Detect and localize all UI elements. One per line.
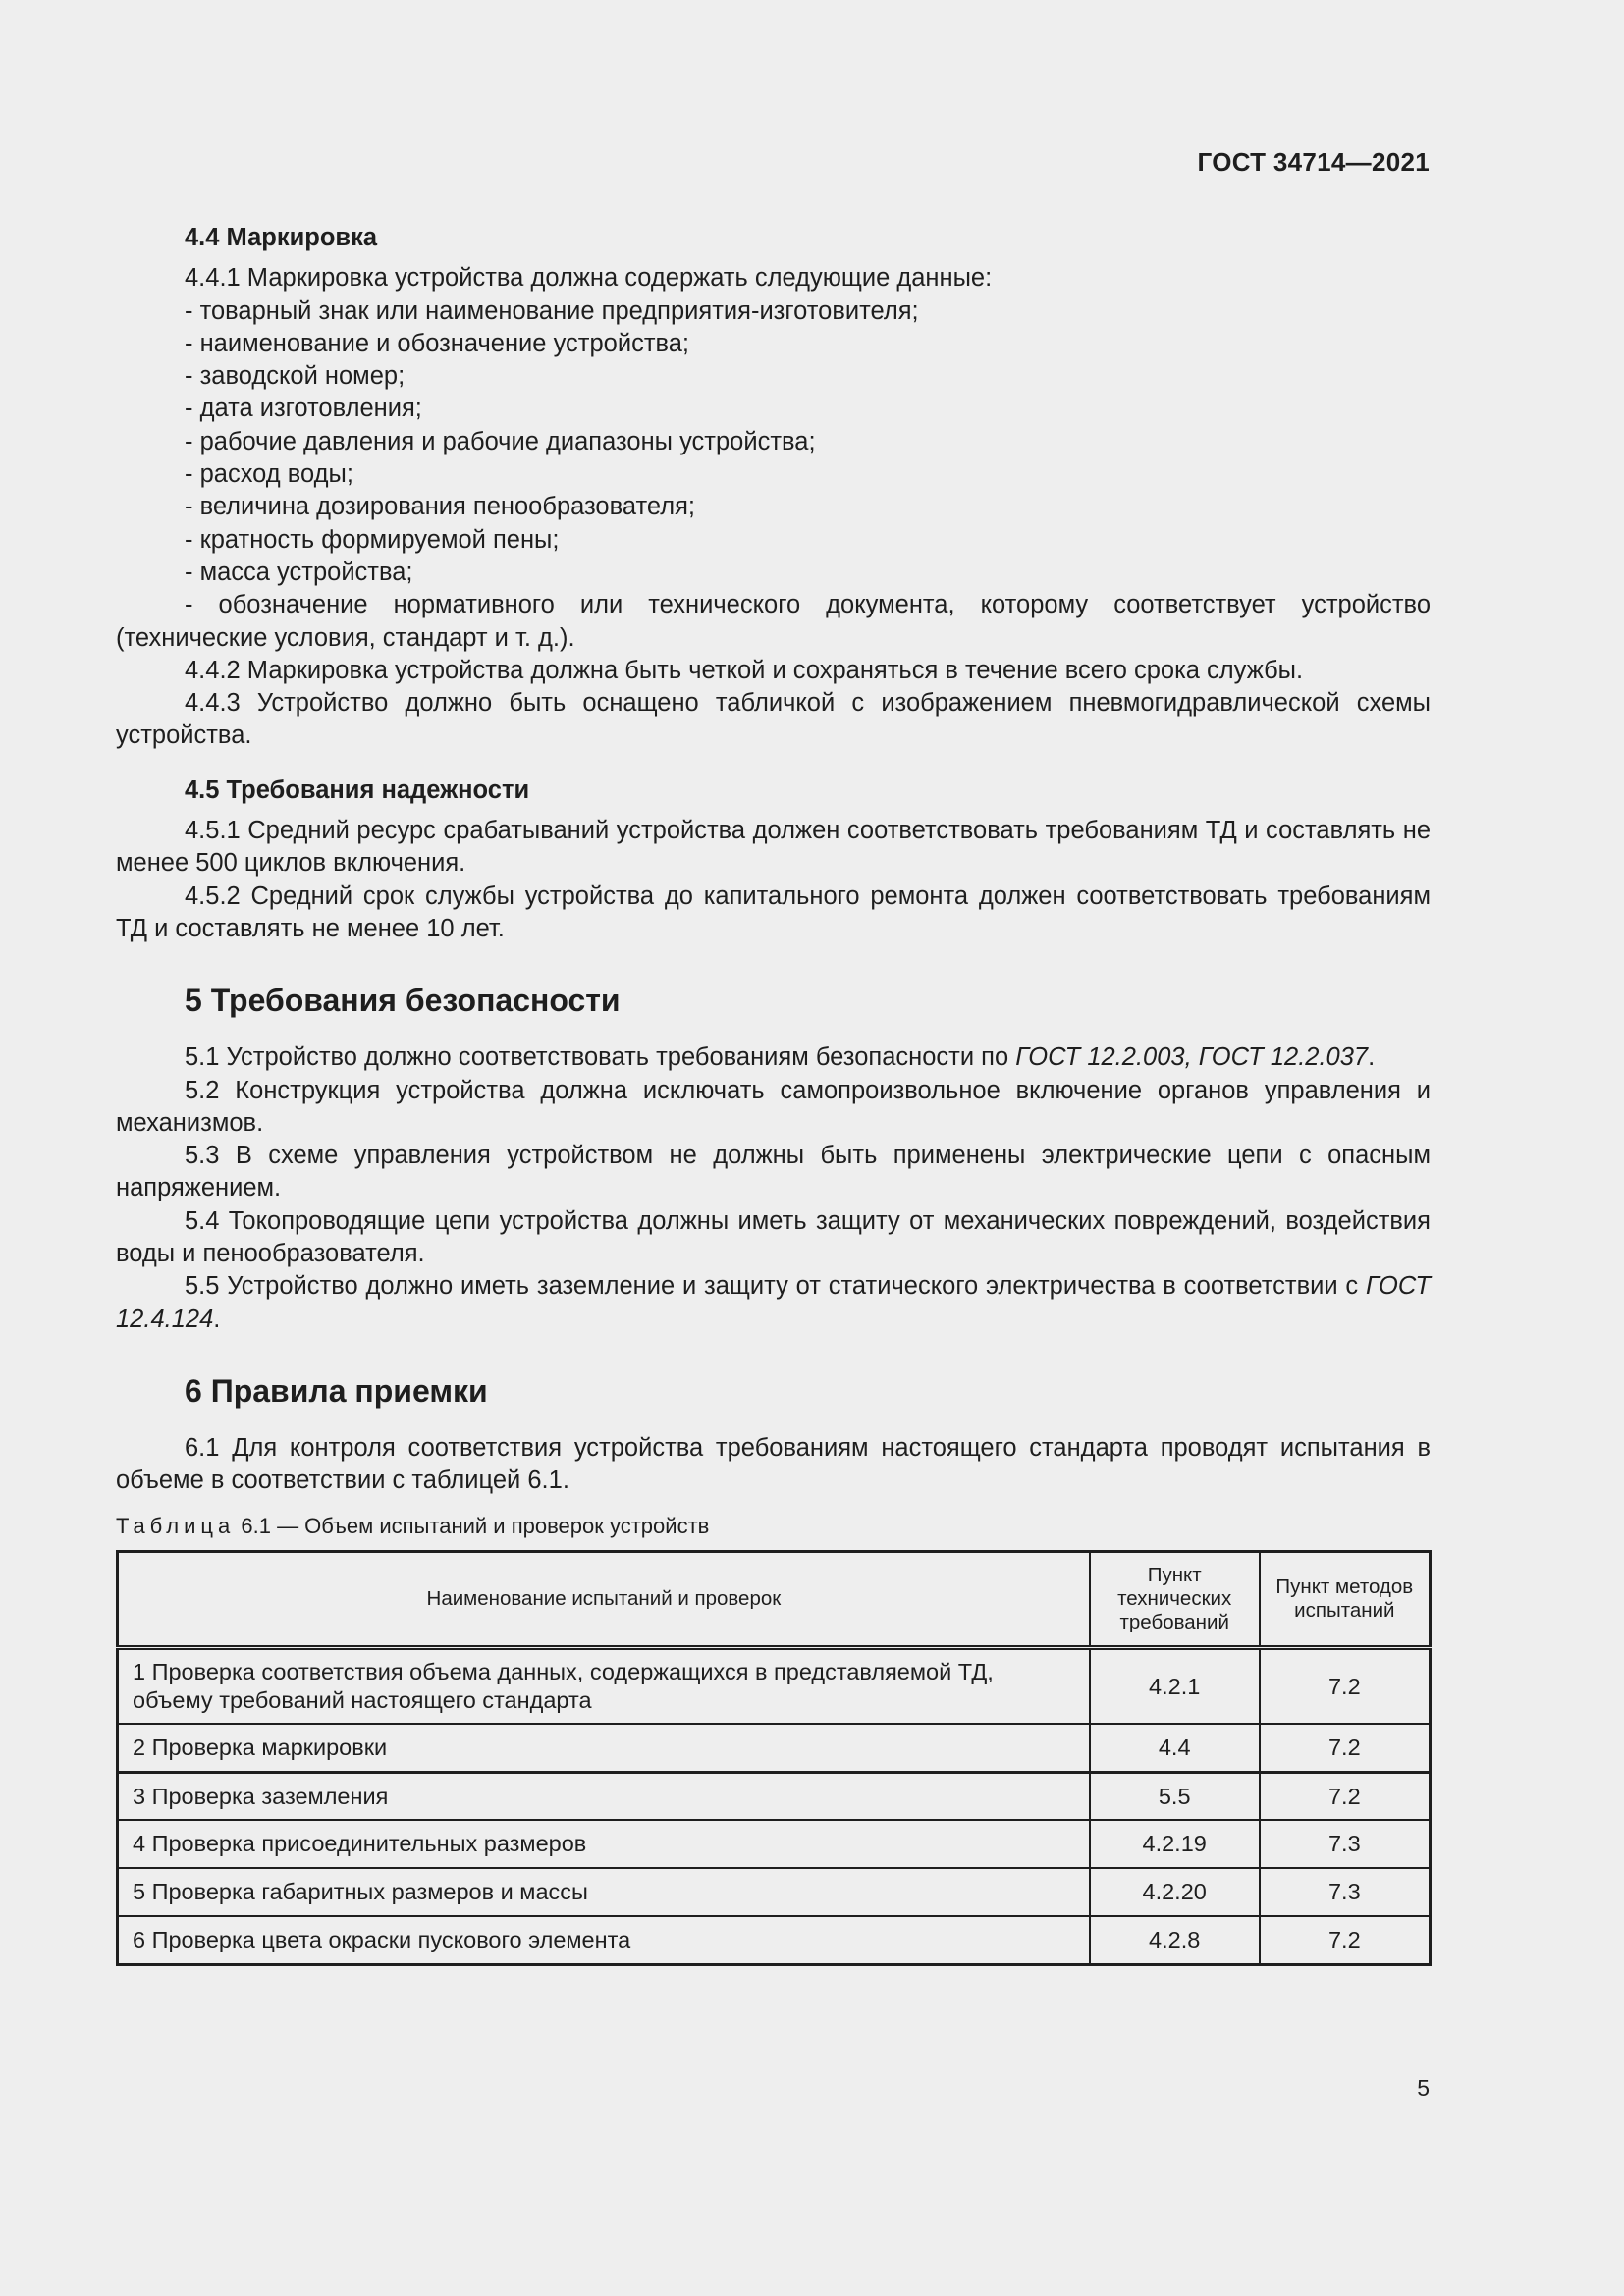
- page-number: 5: [1417, 2075, 1430, 2101]
- list-item: - дата изготовления;: [185, 395, 422, 423]
- table-cell: 5 Проверка габаритных размеров и массы: [118, 1868, 1090, 1916]
- column-header-methods: Пункт методов испытаний: [1260, 1551, 1431, 1647]
- page-content: [116, 222, 1431, 1966]
- table-cell: 7.2: [1260, 1772, 1431, 1820]
- column-header-name: Наименование испытаний и проверок: [118, 1551, 1090, 1647]
- table-cell: 4.2.19: [1090, 1820, 1260, 1868]
- tests-table: [116, 1550, 1432, 1966]
- table-caption: [116, 1510, 1431, 1542]
- table-row: [118, 1724, 1431, 1772]
- paragraph-5-3: 5.3 В схеме управления устройством не должны быть применены электрические цепи с опасным напряжением.: [116, 1142, 1431, 1202]
- section-4-5-title: 4.5 Требования надежности: [185, 775, 530, 804]
- table-cell: 4.2.20: [1090, 1868, 1260, 1916]
- paragraph-6-1: 6.1 Для контроля соответствия устройства требованиям настоящего стандарта проводят испытания в объеме в соответствии с таблицей 6.1.: [116, 1433, 1431, 1495]
- list-item: - масса устройства;: [185, 558, 413, 586]
- list-item: - заводской номер;: [185, 362, 406, 391]
- list-item: - обозначение нормативного или технического документа, которому соответствует устройство (технические условия, стандарт и т. д.).: [116, 591, 1431, 652]
- column-header-requirements: Пункт технических требований: [1090, 1551, 1260, 1647]
- paragraph-4-5-2: 4.5.2 Средний срок службы устройства до капитального ремонта должен соответствовать требованиям ТД и составлять не менее 10 лет.: [116, 881, 1431, 942]
- table-row: [118, 1916, 1431, 1964]
- table-cell: 7.3: [1260, 1820, 1431, 1868]
- section-6-title: 6 Правила приемки: [185, 1372, 488, 1409]
- standard-reference: ГОСТ 12.2.003, ГОСТ 12.2.037: [1015, 1043, 1369, 1072]
- table-cell: 4.4: [1090, 1724, 1260, 1772]
- list-item: - товарный знак или наименование предприятия-изготовителя;: [185, 296, 919, 325]
- section-4-4-title: 4.4 Маркировка: [185, 224, 378, 251]
- section-5-title: 5 Требования безопасности: [185, 983, 621, 1019]
- paragraph-5-1-text: 5.1 Устройство должно соответствовать требованиям безопасности по: [185, 1043, 1016, 1072]
- paragraph-4-4-3: 4.4.3 Устройство должно быть оснащено табличкой с изображением пневмогидравлической схемы устройства.: [116, 689, 1431, 750]
- table-cell: 7.3: [1260, 1868, 1431, 1916]
- table-cell: 5.5: [1090, 1772, 1260, 1820]
- paragraph-5-1: 5.1 Устройство должно соответствовать требованиям безопасности по ГОСТ 12.2.003, ГОСТ 12.2.037.: [185, 1043, 1376, 1072]
- paragraph-5-5: 5.5 Устройство должно иметь заземление и защиту от статического электричества в соответствии с ГОСТ 12.4.124.: [116, 1272, 1431, 1333]
- table-row: [118, 1868, 1431, 1916]
- table-header-row: [118, 1551, 1431, 1647]
- paragraph-4-5-1: 4.5.1 Средний ресурс срабатываний устройства должен соответствовать требованиям ТД и составлять не менее 500 циклов включения.: [116, 817, 1431, 878]
- table-row: [118, 1772, 1431, 1820]
- table-cell: 3 Проверка заземления: [118, 1772, 1090, 1820]
- list-item: - расход воды;: [185, 460, 353, 489]
- document-code: ГОСТ 34714—2021: [1197, 147, 1430, 177]
- table-row: [118, 1820, 1431, 1868]
- paragraph-4-4-1: 4.4.1 Маркировка устройства должна содержать следующие данные:: [185, 264, 993, 293]
- table-cell: 2 Проверка маркировки: [118, 1724, 1090, 1772]
- list-item: - величина дозирования пенообразователя;: [185, 493, 695, 521]
- table-cell: 7.2: [1260, 1647, 1431, 1724]
- paragraph-5-4: 5.4 Токопроводящие цепи устройства должны иметь защиту от механических повреждений, воздействия воды и пенообразователя.: [116, 1206, 1431, 1268]
- table-cell: 4.2.1: [1090, 1647, 1260, 1724]
- standard-reference: ГОСТ 12.4.124: [116, 1272, 1431, 1333]
- table-cell: 7.2: [1260, 1916, 1431, 1964]
- table-caption-text: 6.1 — Объем испытаний и проверок устройств: [235, 1513, 710, 1538]
- table-caption-label: Таблица: [116, 1513, 236, 1538]
- list-item: - наименование и обозначение устройства;: [185, 329, 690, 357]
- table-cell: 4.2.8: [1090, 1916, 1260, 1964]
- table-cell: 6 Проверка цвета окраски пускового элемента: [118, 1916, 1090, 1964]
- table-cell: 7.2: [1260, 1724, 1431, 1772]
- table-cell: 4 Проверка присоединительных размеров: [118, 1820, 1090, 1868]
- paragraph-4-4-2: 4.4.2 Маркировка устройства должна быть четкой и сохраняться в течение всего срока службы.: [185, 656, 1304, 684]
- list-item: - рабочие давления и рабочие диапазоны устройства;: [185, 427, 816, 455]
- paragraph-5-2: 5.2 Конструкция устройства должна исключать самопроизвольное включение органов управления и механизмов.: [116, 1076, 1431, 1137]
- paragraph-5-5-text: 5.5 Устройство должно иметь заземление и защиту от статического электричества в соответствии с: [185, 1272, 1366, 1301]
- table-cell: 1 Проверка соответствия объема данных, содержащихся в представляемой ТД, объему требований настоящего стандарта: [118, 1647, 1090, 1724]
- list-item: - кратность формируемой пены;: [185, 525, 560, 554]
- table-row: [118, 1647, 1431, 1724]
